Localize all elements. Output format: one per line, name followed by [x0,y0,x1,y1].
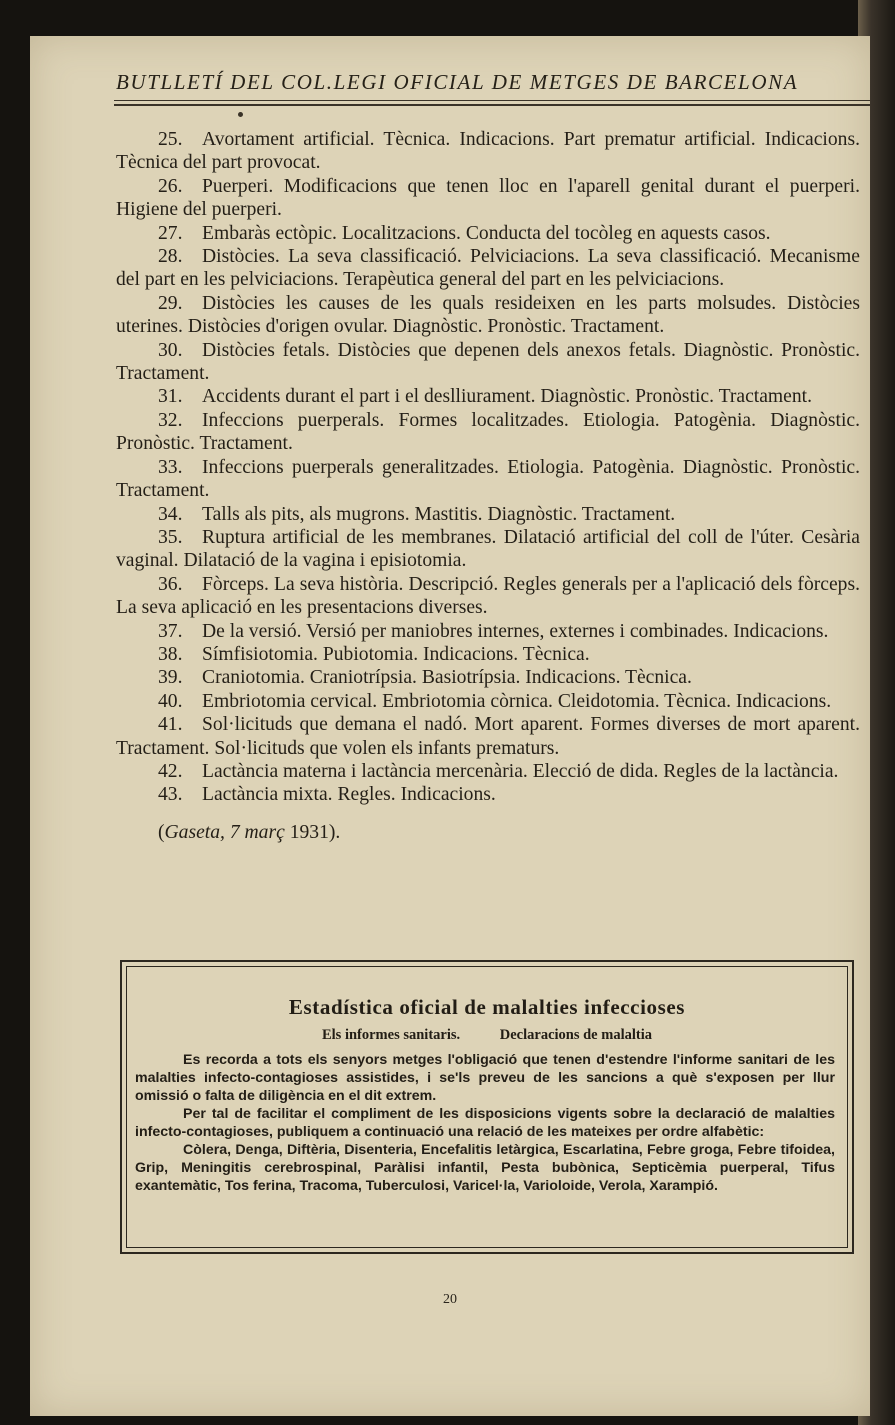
item-number: 30. [158,339,183,361]
item-number: 25. [158,129,183,150]
disease-list: Còlera, Denga, Diftèria, Disenteria, Encefalitis letàrgica, Escarlatina, Febre groga, Febre tifoidea, Grip, Meningitis cerebrospinal, Paràlisi infantil, Pesta bubònica, Septicèmia puerperal, Tifus exantemàtic, Tos ferina, Tracoma, Tuberculosi, Varicel·la, Varioloide, Verola, Xarampió. [135,1142,835,1194]
running-head: BUTLLETÍ DEL COL.LEGI OFICIAL DE METGES DE BARCELONA [116,70,799,94]
notice-subheads [127,1027,847,1044]
list-item [116,175,860,222]
ornament-dot [238,112,243,117]
item-text: Craniotomia. Craniotrípsia. Basiotrípsia. Indicacions. Tècnica. [202,667,692,689]
item-number: 33. [158,456,183,478]
list-item [116,526,860,573]
item-number: 28. [158,246,183,268]
item-number: 27. [158,222,183,244]
item-text: Accidents durant el part i el deslliurament. Diagnòstic. Pronòstic. Tractament. [202,386,812,408]
item-text: Embriotomia cervical. Embriotomia còrnica. Cleidotomia. Tècnica. Indicacions. [202,690,832,712]
item-number: 37. [158,620,183,642]
list-item [116,503,860,526]
header-rule-thin [114,100,870,101]
item-number: 36. [158,573,183,595]
notice-box [120,960,854,1254]
item-text: Puerperi. Modificacions que tenen lloc en l'aparell genital durant el puerperi. Higiene del puerperi. [116,175,860,221]
exam-topics-list [116,128,860,844]
list-item [116,690,860,713]
item-text: Lactància materna i lactància mercenària. Elecció de dida. Regles de la lactància. [202,760,839,782]
source-citation [116,821,860,844]
citation-year: 1931). [284,821,341,843]
notice-paragraph: Per tal de facilitar el compliment de les disposicions vigents sobre la declaració de malalties infecto-contagioses, publiquem a continuació una relació de les mateixes per ordre alfabètic: [135,1106,835,1140]
item-number: 38. [158,643,183,665]
item-text: Distòcies. La seva classificació. Pelviciacions. La seva classificació. Mecanisme del part en les pelviciacions. Terapèutica general del part en les pelviciacions. [116,246,860,291]
notice-subhead-right: Declaracions de malaltia [499,1027,652,1043]
item-number: 34. [158,503,183,525]
notice-box-inner-frame [126,966,848,1248]
citation-source: Gaseta, 7 març [164,821,285,843]
notice-subhead-left: Els informes sanitaris. [321,1027,461,1043]
document-page [30,36,870,1416]
item-text: Símfisiotomia. Pubiotomia. Indicacions. Tècnica. [202,643,590,665]
list-item [116,643,860,666]
list-item [116,292,860,339]
notice-title: Estadística oficial de malalties infeccioses [288,995,686,1019]
list-item [116,573,860,620]
item-number: 26. [158,175,183,197]
list-item [116,713,860,760]
item-number: 35. [158,526,183,548]
item-number: 39. [158,667,183,689]
item-text: Sol·licituds que demana el nadó. Mort aparent. Formes diverses de mort aparent. Tractament. Sol·licituds que volen els infants prematurs. [116,714,860,759]
item-number: 42. [158,760,183,782]
notice-paragraph: Es recorda a tots els senyors metges l'obligació que tenen d'estendre l'informe sanitari de les malalties infecto-contagioses assistides, i se'ls preveu de les sancions a què s'exposen per llur omissió o falta de diligència en el dit extrem. [135,1052,835,1104]
item-number: 41. [158,714,183,736]
item-text: Talls als pits, als mugrons. Mastitis. Diagnòstic. Tractament. [202,503,676,525]
item-number: 43. [158,784,183,806]
page-number: 20 [443,1292,457,1307]
list-item [116,339,860,386]
list-item [116,760,860,783]
item-number: 29. [158,292,183,314]
item-number: 32. [158,409,183,431]
list-item [116,783,860,806]
list-item [116,666,860,689]
item-text: Ruptura artificial de les membranes. Dilatació artificial del coll de l'úter. Cesària vaginal. Dilatació de la vagina i episiotomia. [116,526,860,572]
item-text: Infeccions puerperals generalitzades. Etiologia. Patogènia. Diagnòstic. Pronòstic. Tractament. [116,456,860,502]
citation-open-paren: ( [158,821,165,843]
item-text: Distòcies les causes de les quals resideixen en les parts molsudes. Distòcies uterines. Distòcies d'origen ovular. Diagnòstic. Pronòstic. Tractament. [116,292,860,338]
item-text: Fòrceps. La seva història. Descripció. Regles generals per a l'aplicació dels fòrceps. La seva aplicació en les presentacions diverses. [116,573,860,619]
item-text: Embaràs ectòpic. Localitzacions. Conducta del tocòleg en aquests casos. [202,222,771,244]
item-text: Infeccions puerperals. Formes localitzades. Etiologia. Patogènia. Diagnòstic. Pronòstic. Tractament. [116,409,860,455]
item-text: Distòcies fetals. Distòcies que depenen dels anexos fetals. Diagnòstic. Pronòstic. Tractament. [116,339,860,385]
list-item [116,222,860,245]
item-text: De la versió. Versió per maniobres internes, externes i combinades. Indicacions. [202,620,829,642]
list-item [116,620,860,643]
header-rule-thick [114,104,870,106]
item-text: Lactància mixta. Regles. Indicacions. [202,784,496,806]
list-item [116,245,860,292]
list-item [116,385,860,408]
list-item [116,456,860,503]
item-text: Avortament artificial. Tècnica. Indicacions. Part prematur artificial. Indicacions. Tècnica del part provocat. [116,129,860,174]
list-item [116,128,860,175]
list-item [116,409,860,456]
item-number: 40. [158,690,183,712]
notice-body [135,1051,835,1195]
item-number: 31. [158,386,183,408]
